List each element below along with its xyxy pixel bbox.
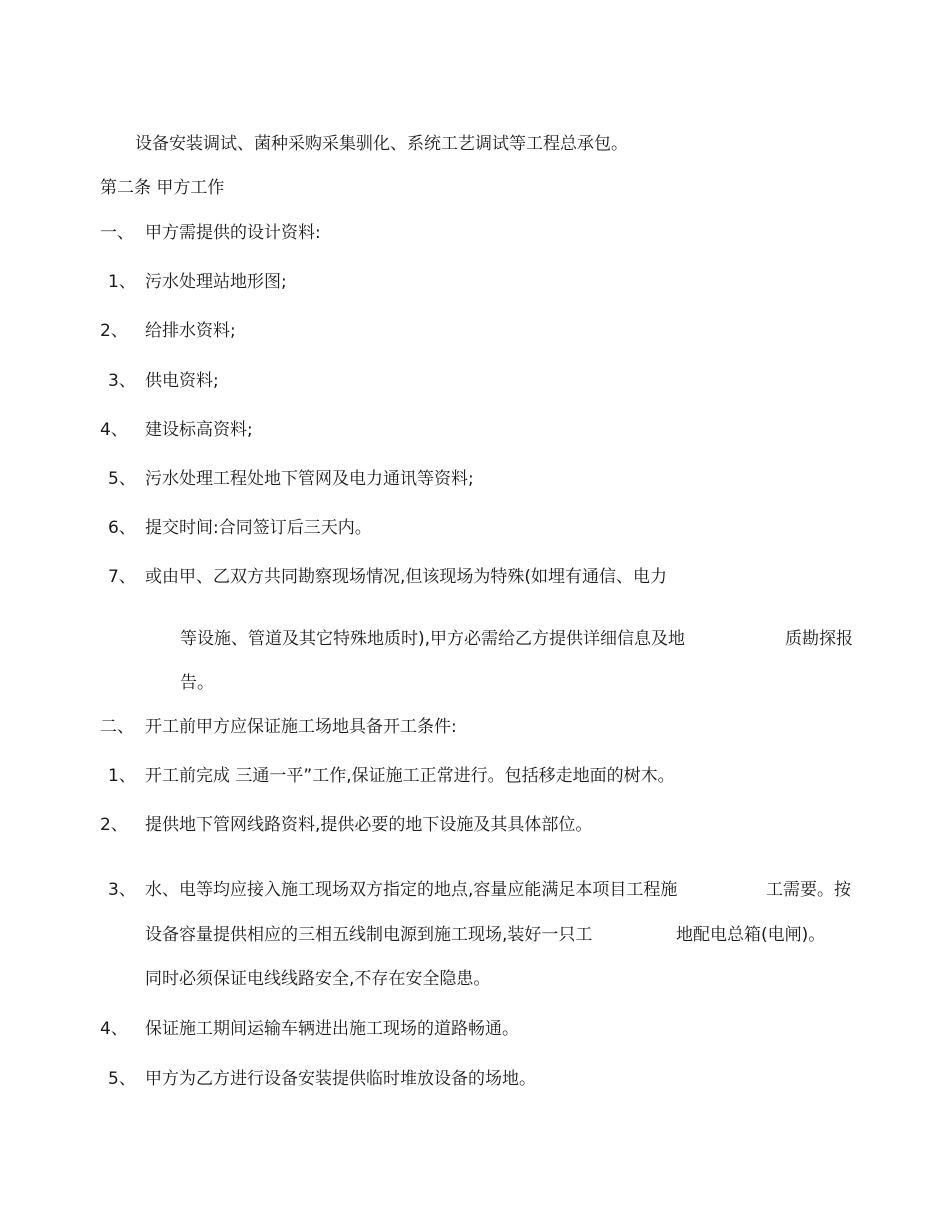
list-item-text: 污水处理工程处地下管网及电力通讯等资料; xyxy=(145,469,474,489)
text-line-continuation: 设备安装调试、菌种采购采集驯化、系统工艺调试等工程总承包。 xyxy=(135,134,628,154)
list-item-text: 提供地下管网线路资料,提供必要的地下设施及其具体部位。 xyxy=(145,815,593,835)
item-number: 3、 xyxy=(108,371,136,391)
item-number: 5、 xyxy=(108,469,136,489)
item-number: 6、 xyxy=(108,518,136,538)
list-item-text: 污水处理站地形图; xyxy=(145,272,287,292)
item-number: 1、 xyxy=(108,272,136,292)
item-number: 4、 xyxy=(100,1019,128,1039)
list-item-text: 提交时间:合同签订后三天内。 xyxy=(145,518,372,538)
item-number: 2、 xyxy=(100,815,128,835)
item-number: 7、 xyxy=(108,567,136,587)
list-item-continuation: 等设施、管道及其它特殊地质时),甲方必需给乙方提供详细信息及地 xyxy=(180,629,686,649)
list-item-continuation: 告。 xyxy=(180,673,214,693)
section-heading-site-conditions: 开工前甲方应保证施工场地具备开工条件: xyxy=(145,717,457,737)
item-number: 2、 xyxy=(100,321,128,341)
list-item-continuation: 地配电总箱(电闸)。 xyxy=(676,925,826,945)
item-number: 4、 xyxy=(100,420,128,440)
list-item-text: 建设标高资料; xyxy=(145,420,253,440)
list-item-continuation: 同时必须保证电线线路安全,不存在安全隐患。 xyxy=(145,969,491,989)
list-item-text: 供电资料; xyxy=(145,371,219,391)
list-item-continuation: 质勘探报 xyxy=(785,629,853,649)
section-number: 二、 xyxy=(100,717,134,737)
section-number: 一、 xyxy=(100,223,134,243)
list-item-text: 保证施工期间运输车辆进出施工现场的道路畅通。 xyxy=(145,1019,519,1039)
list-item-text: 或由甲、乙双方共同勘察现场情况,但该现场为特殊(如埋有通信、电力 xyxy=(145,567,668,587)
section-heading-design-materials: 甲方需提供的设计资料: xyxy=(145,223,321,243)
item-number: 1、 xyxy=(108,766,136,786)
list-item-text: 给排水资料; xyxy=(145,321,236,341)
item-number: 5、 xyxy=(108,1069,136,1089)
list-item-text: 工需要。按 xyxy=(766,880,851,900)
list-item-continuation: 设备容量提供相应的三相五线制电源到施工现场,装好一只工 xyxy=(145,925,593,945)
list-item-text: 开工前完成 三通一平”工作,保证施工正常进行。包括移走地面的树木。 xyxy=(145,766,675,786)
list-item-text: 水、电等均应接入施工现场双方指定的地点,容量应能满足本项目工程施 xyxy=(145,880,678,900)
article-heading: 第二条 甲方工作 xyxy=(100,178,225,198)
item-number: 3、 xyxy=(108,880,136,900)
list-item-text: 甲方为乙方进行设备安装提供临时堆放设备的场地。 xyxy=(145,1069,536,1089)
